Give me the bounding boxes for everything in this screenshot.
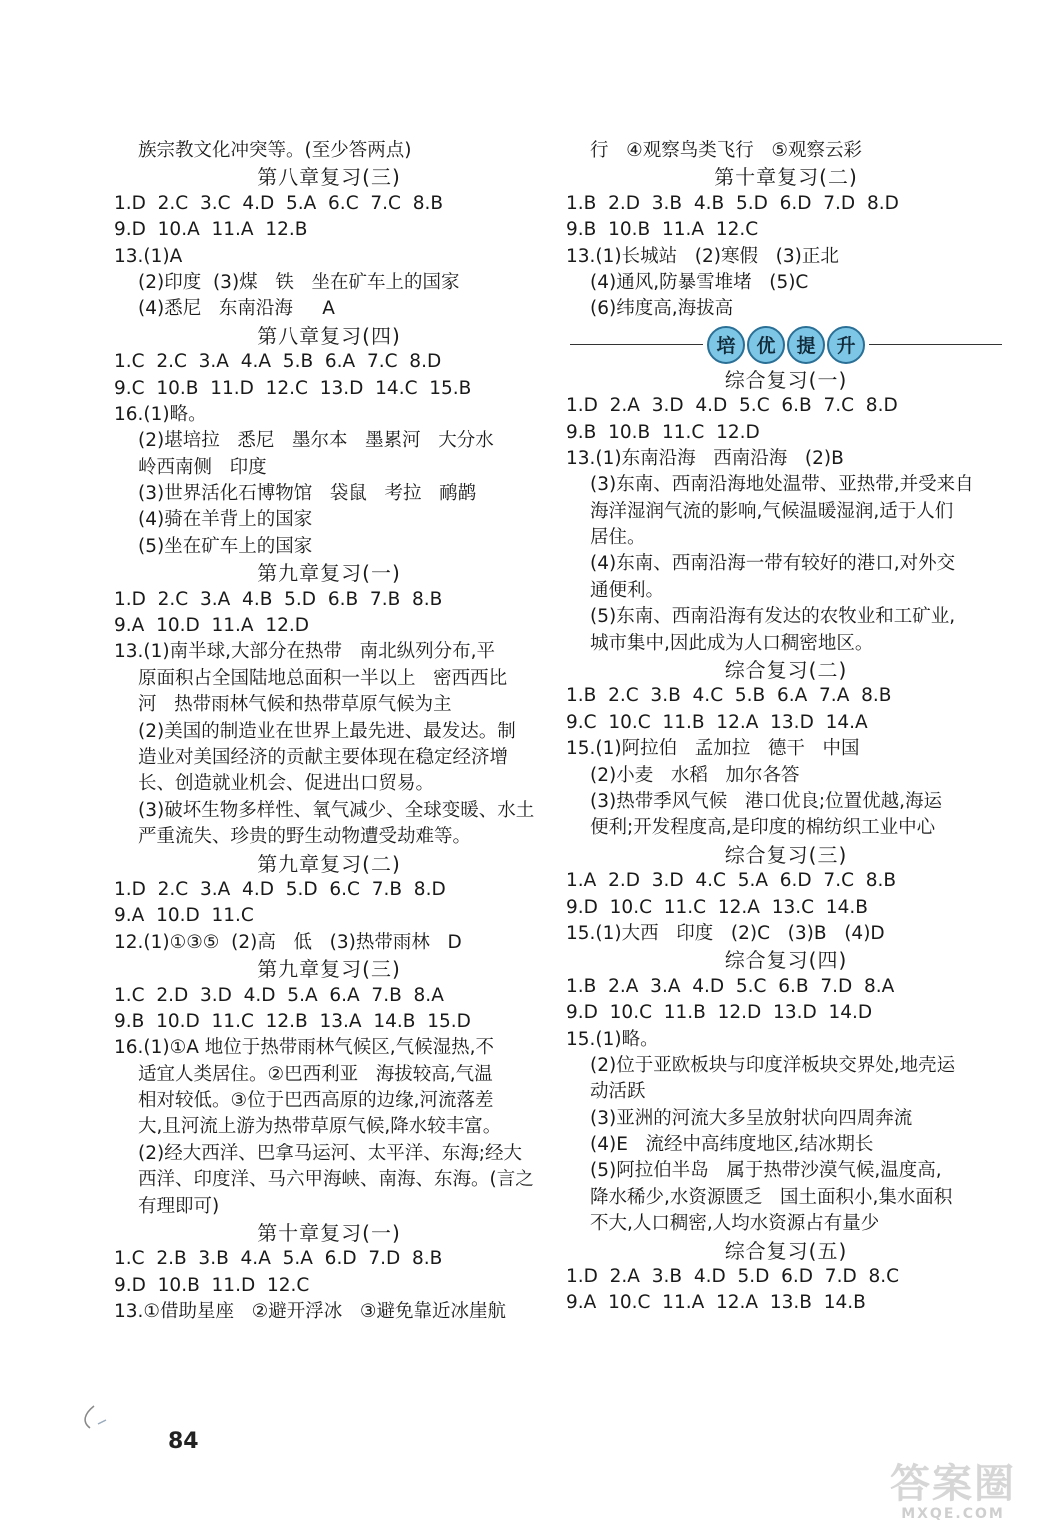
answer-line: 16.(1)①A 地位于热带雨林气候区,气候湿热,不 bbox=[114, 1037, 495, 1059]
answer-line: 9.D 10.C 11.B 12.D 13.D 14.D bbox=[566, 1002, 873, 1024]
answer-line: 9.D 10.B 11.D 12.C bbox=[114, 1274, 310, 1296]
answer-line: (2)美国的制造业在世界上最先进、最发达。制 bbox=[138, 720, 516, 742]
answer-line: (4)悉尼 东南沿海 A bbox=[138, 298, 335, 320]
watermark-title: 答案圈 bbox=[890, 1461, 1016, 1507]
answer-line: 便利;开发程度高,是印度的棉纺织工业中心 bbox=[590, 817, 936, 839]
answer-line: (3)东南、西南沿海地处温带、亚热带,并受来自 bbox=[590, 474, 974, 496]
answer-line: 大,且河流上游为热带草原气候,降水较丰富。 bbox=[138, 1116, 502, 1138]
answer-line: 1.C 2.C 3.A 4.A 5.B 6.A 7.C 8.D bbox=[114, 351, 442, 373]
answer-line: 16.(1)略。 bbox=[114, 403, 207, 425]
answer-line: 9.B 10.D 11.C 12.B 13.A 14.B 15.D bbox=[114, 1010, 471, 1032]
banner-title bbox=[707, 326, 865, 364]
answer-line: (5)阿拉伯半岛 属于热带沙漠气候,温度高, bbox=[590, 1160, 942, 1182]
answer-line: (6)纬度高,海拔高 bbox=[590, 298, 734, 320]
answer-line: 13.(1)东南沿海 西南沿海 (2)B bbox=[566, 447, 844, 469]
answer-line: (2)堪培拉 悉尼 墨尔本 墨累河 大分水 bbox=[138, 430, 494, 452]
answer-line: 河 热带雨林气候和热带草原气候为主 bbox=[138, 694, 452, 716]
answer-line: 居住。 bbox=[590, 527, 646, 549]
banner-char: 升 bbox=[827, 326, 865, 364]
answer-line: 有理即可) bbox=[138, 1195, 220, 1217]
answer-line: (3)破坏生物多样性、氧气减少、全球变暖、水土 bbox=[138, 799, 535, 821]
answer-line: 13.①借助星座 ②避开浮冰 ③避免靠近冰崖航 bbox=[114, 1301, 506, 1323]
answer-line: 通便利。 bbox=[590, 579, 665, 601]
banner-char: 培 bbox=[707, 326, 745, 364]
answer-line: 相对较低。③位于巴西高原的边缘,河流落差 bbox=[138, 1090, 494, 1112]
section-heading: 第十章复习(一) bbox=[257, 1221, 401, 1246]
answer-line: 造业对美国经济的贡献主要体现在稳定经济增 bbox=[138, 746, 509, 768]
banner-char: 提 bbox=[787, 326, 825, 364]
answer-line: 降水稀少,水资源匮乏 国土面积小,集水面积 bbox=[590, 1186, 953, 1208]
section-heading: 第九章复习(二) bbox=[257, 851, 401, 876]
answer-line: 9.A 10.D 11.A 12.D bbox=[114, 615, 309, 637]
answer-line: 1.C 2.B 3.B 4.A 5.A 6.D 7.D 8.B bbox=[114, 1248, 443, 1270]
banner-char: 优 bbox=[747, 326, 785, 364]
section-heading: 综合复习(二) bbox=[724, 658, 848, 683]
answer-line: (4)E 流经中高纬度地区,结冰期长 bbox=[590, 1134, 874, 1156]
answer-line: 岭西南侧 印度 bbox=[138, 456, 267, 478]
answer-line: 1.B 2.A 3.A 4.D 5.C 6.B 7.D 8.A bbox=[566, 975, 895, 997]
answer-line: (2)印度 (3)煤 铁 坐在矿车上的国家 bbox=[138, 271, 460, 293]
answer-line: 1.C 2.D 3.D 4.D 5.A 6.A 7.B 8.A bbox=[114, 984, 444, 1006]
answer-line: 严重流失、珍贵的野生动物遭受劫难等。 bbox=[138, 826, 472, 848]
section-heading: 第九章复习(三) bbox=[257, 957, 401, 982]
answer-line: 9.C 10.B 11.D 12.C 13.D 14.C 15.B bbox=[114, 377, 472, 399]
answer-line: 9.D 10.A 11.A 12.B bbox=[114, 219, 308, 241]
section-heading: 第十章复习(二) bbox=[714, 165, 858, 190]
watermark-site: MXQE.COM bbox=[901, 1506, 1005, 1522]
answer-line: 1.D 2.C 3.A 4.D 5.D 6.C 7.B 8.D bbox=[114, 878, 446, 900]
answer-line: (3)亚洲的河流大多呈放射状向四周奔流 bbox=[590, 1107, 913, 1129]
answer-line: 12.(1)①③⑤ (2)高 低 (3)热带雨林 D bbox=[114, 931, 462, 953]
answer-line: 1.D 2.A 3.B 4.D 5.D 6.D 7.D 8.C bbox=[566, 1266, 900, 1288]
watermark-logo bbox=[868, 1462, 1038, 1524]
answer-line: 9.A 10.C 11.A 12.A 13.B 14.B bbox=[566, 1292, 866, 1314]
section-heading: 综合复习(四) bbox=[724, 948, 848, 973]
page-number: 84 bbox=[168, 1429, 199, 1454]
answer-line: 适宜人类居住。②巴西利亚 海拔较高,气温 bbox=[138, 1063, 493, 1085]
banner-rule bbox=[869, 344, 1002, 345]
answer-line: 15.(1)大西 印度 (2)C (3)B (4)D bbox=[566, 922, 885, 944]
answer-line: 9.A 10.D 11.C bbox=[114, 905, 254, 927]
section-heading: 综合复习(五) bbox=[724, 1238, 848, 1263]
section-heading: 第八章复习(三) bbox=[257, 165, 401, 190]
section-heading: 第九章复习(一) bbox=[257, 561, 401, 586]
answer-line: 1.A 2.D 3.D 4.C 5.A 6.D 7.C 8.B bbox=[566, 870, 897, 892]
answer-line: 城市集中,因此成为人口稠密地区。 bbox=[590, 632, 874, 654]
answer-line: (2)经大西洋、巴拿马运河、太平洋、东海;经大 bbox=[138, 1142, 522, 1164]
answer-line: 长、创造就业机会、促进出口贸易。 bbox=[138, 773, 435, 795]
answer-line: 9.C 10.C 11.B 12.A 13.D 14.A bbox=[566, 711, 868, 733]
answer-line: 13.(1)南半球,大部分在热带 南北纵列分布,平 bbox=[114, 641, 496, 663]
answer-line: (2)位于亚欧板块与印度洋板块交界处,地壳运 bbox=[590, 1054, 956, 1076]
answer-line: 不大,人口稠密,人均水资源占有量少 bbox=[590, 1213, 880, 1235]
answer-line: (3)热带季风气候 港口优良;位置优越,海运 bbox=[590, 790, 942, 812]
answer-line: 原面积占全国陆地总面积一半以上 密西西比 bbox=[138, 667, 508, 689]
section-heading: 综合复习(一) bbox=[724, 367, 848, 392]
answer-line: 1.B 2.D 3.B 4.B 5.D 6.D 7.D 8.D bbox=[566, 192, 899, 214]
answer-line: 15.(1)阿拉伯 孟加拉 德干 中国 bbox=[566, 738, 860, 760]
answer-line: 13.(1)A bbox=[114, 245, 183, 267]
right-answer-column bbox=[566, 138, 1006, 1317]
answer-line: (5)坐在矿车上的国家 bbox=[138, 535, 313, 557]
answer-line: 15.(1)略。 bbox=[566, 1028, 659, 1050]
answer-line: 13.(1)长城站 (2)寒假 (3)正北 bbox=[566, 245, 839, 267]
answer-line: 西洋、印度洋、马六甲海峡、南海、东海。(言之 bbox=[138, 1169, 534, 1191]
answer-line: 1.D 2.C 3.C 4.D 5.A 6.C 7.C 8.B bbox=[114, 192, 444, 214]
answer-line: 9.D 10.C 11.C 12.A 13.C 14.B bbox=[566, 896, 868, 918]
banner-rule bbox=[570, 344, 703, 345]
pen-mark bbox=[76, 1400, 116, 1480]
answer-line: 1.D 2.A 3.D 4.D 5.C 6.B 7.C 8.D bbox=[566, 395, 898, 417]
answer-line: (5)东南、西南沿海有发达的农牧业和工矿业, bbox=[590, 606, 956, 628]
answer-line: 9.B 10.B 11.A 12.C bbox=[566, 219, 759, 241]
answer-line: (2)小麦 水稻 加尔各答 bbox=[590, 764, 800, 786]
left-answer-column bbox=[114, 138, 544, 1326]
section-heading: 综合复习(三) bbox=[724, 842, 848, 867]
answer-line: 1.D 2.C 3.A 4.B 5.D 6.B 7.B 8.B bbox=[114, 588, 443, 610]
section-banner bbox=[566, 323, 1006, 367]
answer-line: 1.B 2.C 3.B 4.C 5.B 6.A 7.A 8.B bbox=[566, 685, 892, 707]
answer-line: 动活跃 bbox=[590, 1081, 646, 1103]
answer-line: (4)骑在羊背上的国家 bbox=[138, 509, 313, 531]
answer-line: 族宗教文化冲突等。(至少答两点) bbox=[138, 140, 412, 161]
answer-line: (4)东南、西南沿海一带有较好的港口,对外交 bbox=[590, 553, 956, 575]
answer-line: 9.B 10.B 11.C 12.D bbox=[566, 421, 760, 443]
answer-line: (3)世界活化石博物馆 袋鼠 考拉 鸸鹋 bbox=[138, 483, 477, 505]
section-heading: 第八章复习(四) bbox=[257, 323, 401, 348]
answer-line: 行 ④观察鸟类飞行 ⑤观察云彩 bbox=[590, 140, 862, 161]
answer-line: 海洋湿润气流的影响,气候温暖湿润,适于人们 bbox=[590, 500, 954, 522]
answer-line: (4)通风,防暴雪堆堵 (5)C bbox=[590, 271, 809, 293]
